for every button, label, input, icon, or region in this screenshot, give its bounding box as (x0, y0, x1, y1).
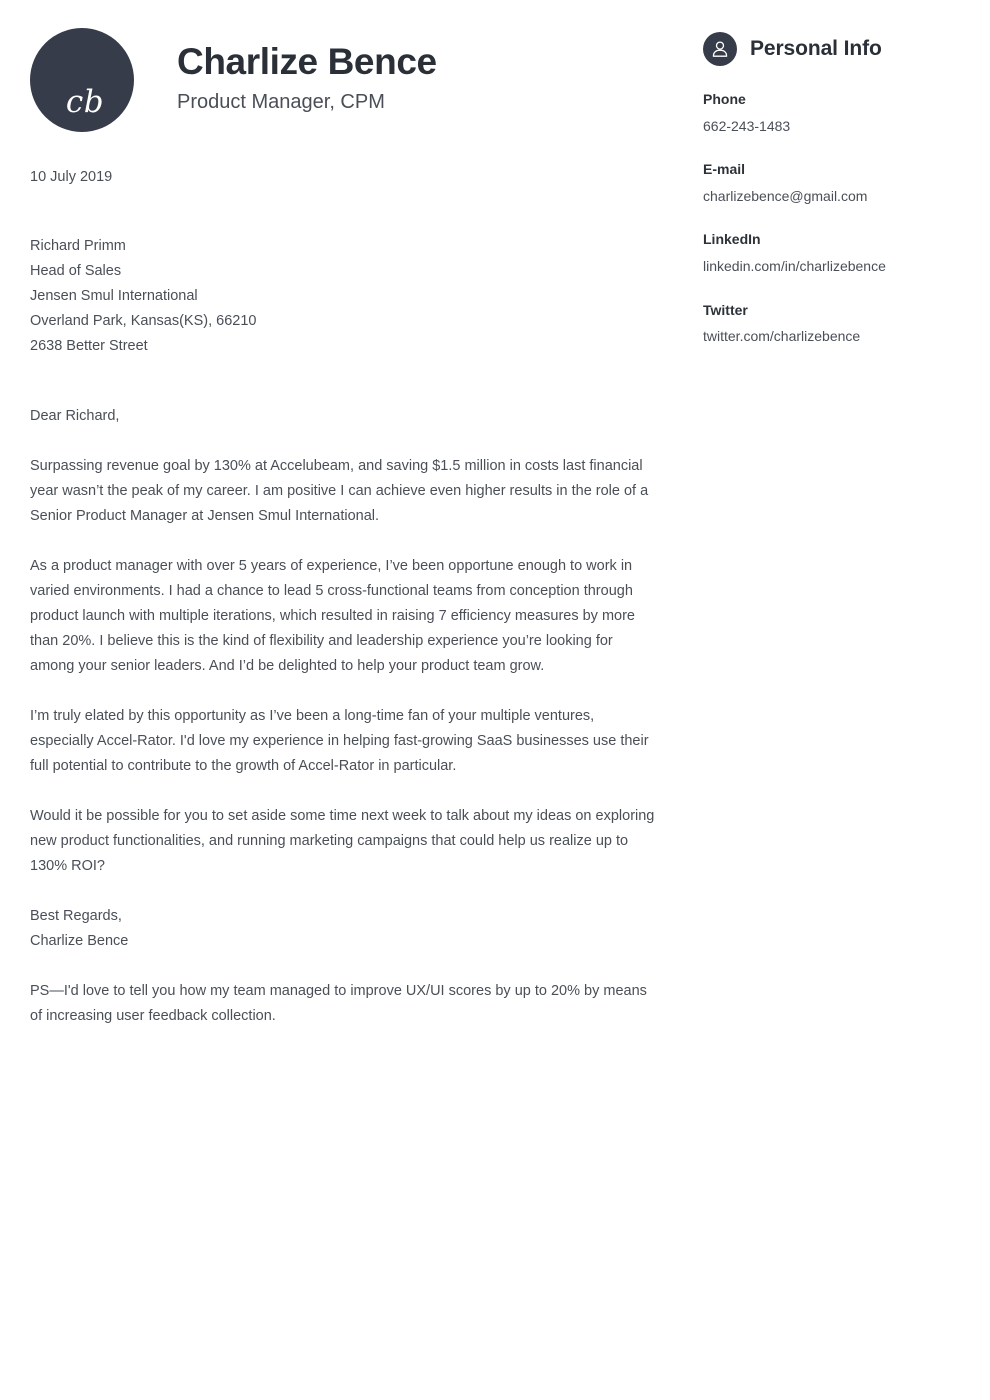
letter-paragraph: As a product manager with over 5 years of experience, I’ve been opportune enough to work in varied environments. I had a chance to lead 5 cross-functional teams from conception through product launch with multiple iterations, which resulted in raising 7 efficiency measures by more than 20%. I believe this is the kind of flexibility and leadership experience you’re looking for among your senior leaders. And I’d be delighted to help your product team grow. (30, 557, 635, 674)
recipient-line: Head of Sales (30, 262, 122, 279)
info-label: Twitter (703, 301, 748, 318)
recipient-line: Richard Primm (30, 237, 126, 254)
page-title: Charlize Bence (177, 40, 437, 82)
info-group-email (703, 160, 953, 206)
recipient-line: Jensen Smul International (30, 287, 198, 304)
letter-main-column (30, 28, 660, 1029)
info-label: LinkedIn (703, 231, 761, 248)
letter-paragraph: Would it be possible for you to set aside some time next week to talk about my ideas on exploring new product functionalities, and running marketing campaigns that could help us realize up to 130% ROI? (30, 807, 655, 874)
recipient-address-block (30, 234, 660, 359)
info-group-linkedin (703, 230, 953, 276)
person-icon (703, 32, 737, 66)
letter-paragraph: I’m truly elated by this opportunity as I’ve been a long-time fan of your multiple ventures, especially Accel-Rator. I'd love my experience in helping fast-growing SaaS businesses use their full potential to contribute to the growth of Accel-Rator in particular. (30, 707, 649, 774)
signoff-name: Charlize Bence (30, 932, 129, 949)
avatar-monogram-text: cb (65, 84, 105, 120)
job-title: Product Manager, CPM (177, 91, 385, 114)
recipient-line: 2638 Better Street (30, 337, 148, 354)
personal-info-sidebar (703, 32, 953, 347)
info-value-twitter[interactable]: twitter.com/charlizebence (703, 328, 861, 345)
postscript: PS—I'd love to tell you how my team managed to improve UX/UI scores by up to 20% by means of increasing user feedback collection. (30, 982, 647, 1024)
personal-info-header (703, 32, 953, 66)
personal-info-title: Personal Info (750, 37, 882, 61)
info-group-twitter (703, 301, 953, 347)
letter-date: 10 July 2019 (30, 169, 113, 185)
letter-header (30, 28, 660, 132)
recipient-line: Overland Park, Kansas(KS), 66210 (30, 312, 257, 329)
signoff-closing: Best Regards, (30, 907, 122, 924)
info-value-linkedin[interactable]: linkedin.com/in/charlizebence (703, 257, 886, 274)
info-value-phone[interactable]: 662-243-1483 (703, 117, 791, 134)
monogram-avatar-icon (30, 28, 134, 132)
salutation: Dear Richard, (30, 407, 120, 424)
info-label: E-mail (703, 161, 746, 178)
letter-paragraph: Surpassing revenue goal by 130% at Accelubeam, and saving $1.5 million in costs last financial year wasn’t the peak of my career. I am positive I can achieve even higher results in the role of a Senior Product Manager at Jensen Smul International. (30, 457, 649, 524)
info-value-email[interactable]: charlizebence@gmail.com (703, 187, 868, 204)
info-label: Phone (703, 91, 746, 107)
name-block (177, 42, 437, 119)
info-group-phone (703, 90, 953, 136)
signoff-block (30, 904, 660, 954)
